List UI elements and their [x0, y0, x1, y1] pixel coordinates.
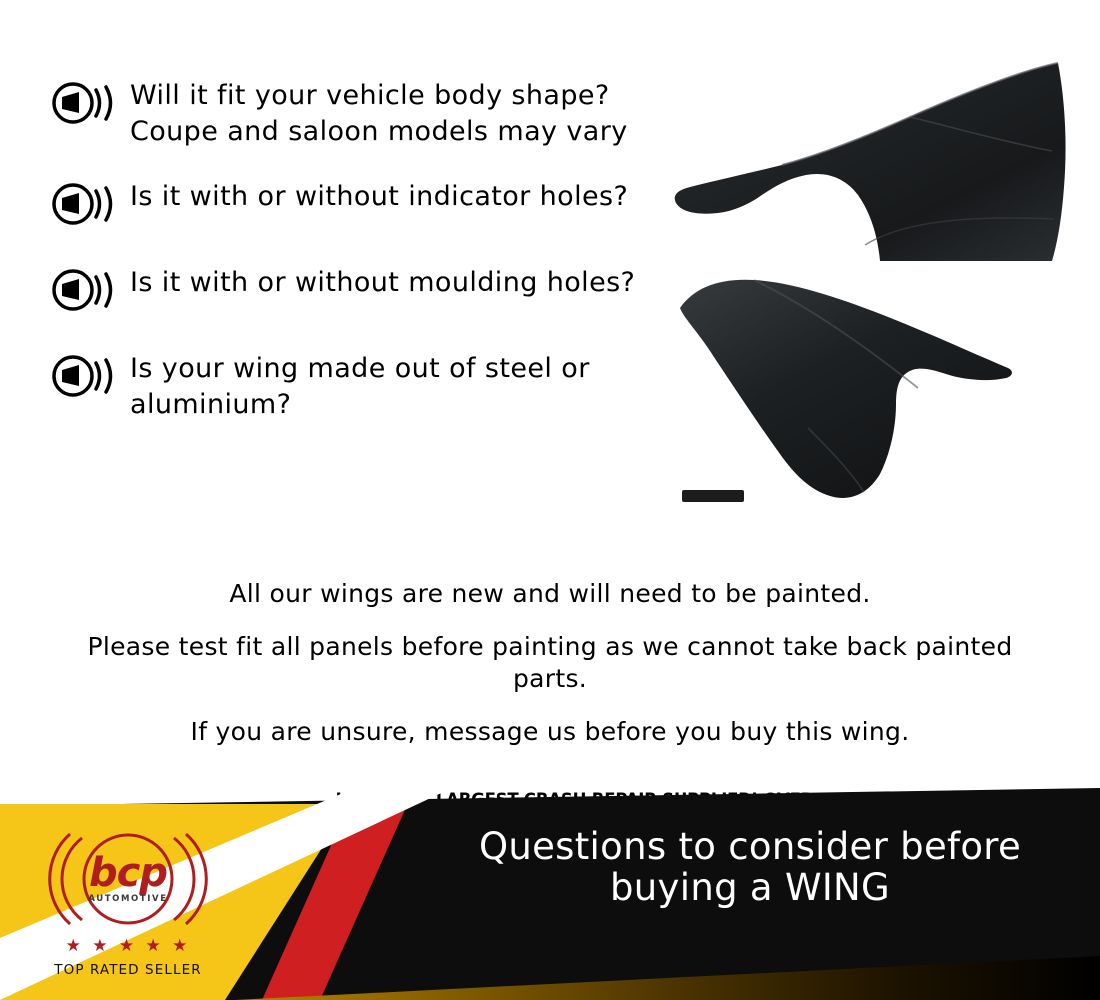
footer [0, 788, 1100, 1000]
note-line: All our wings are new and will need to be painted. [229, 579, 871, 608]
logo-subtitle: AUTOMOTIVE [88, 894, 168, 904]
question-text: Will it fit your vehicle body shape? Coupe and saloon models may vary [130, 80, 628, 147]
megaphone-icon [52, 183, 122, 229]
footer-title: Questions to consider before buying a WING [478, 825, 1022, 910]
question-item [52, 179, 672, 229]
megaphone-icon [52, 82, 122, 128]
question-item [52, 265, 672, 315]
notes-block [0, 578, 1100, 769]
logo-stars: ★ ★ ★ ★ ★ [65, 936, 191, 956]
questions-list [52, 78, 672, 453]
question-text: Is it with or without moulding holes? [130, 267, 636, 299]
megaphone-icon [52, 269, 122, 315]
question-item [52, 351, 672, 422]
note-line: If you are unsure, message us before you buy this wing. [190, 716, 910, 746]
logo-brand-text: bcp [89, 850, 167, 896]
question-item [52, 78, 672, 149]
car-wing-panel-bottom [668, 268, 1018, 518]
logo-tagline: TOP RATED SELLER [54, 962, 202, 978]
megaphone-icon [52, 355, 122, 401]
logo-circle [48, 824, 208, 934]
note-line: Please test fit all panels before painting as we cannot take back painted parts. [87, 632, 1013, 693]
bcp-logo [28, 824, 228, 994]
question-text: Is it with or without indicator holes? [130, 181, 629, 213]
car-wing-panel-top [660, 55, 1080, 275]
question-text: Is your wing made out of steel or aluminium? [130, 353, 590, 420]
